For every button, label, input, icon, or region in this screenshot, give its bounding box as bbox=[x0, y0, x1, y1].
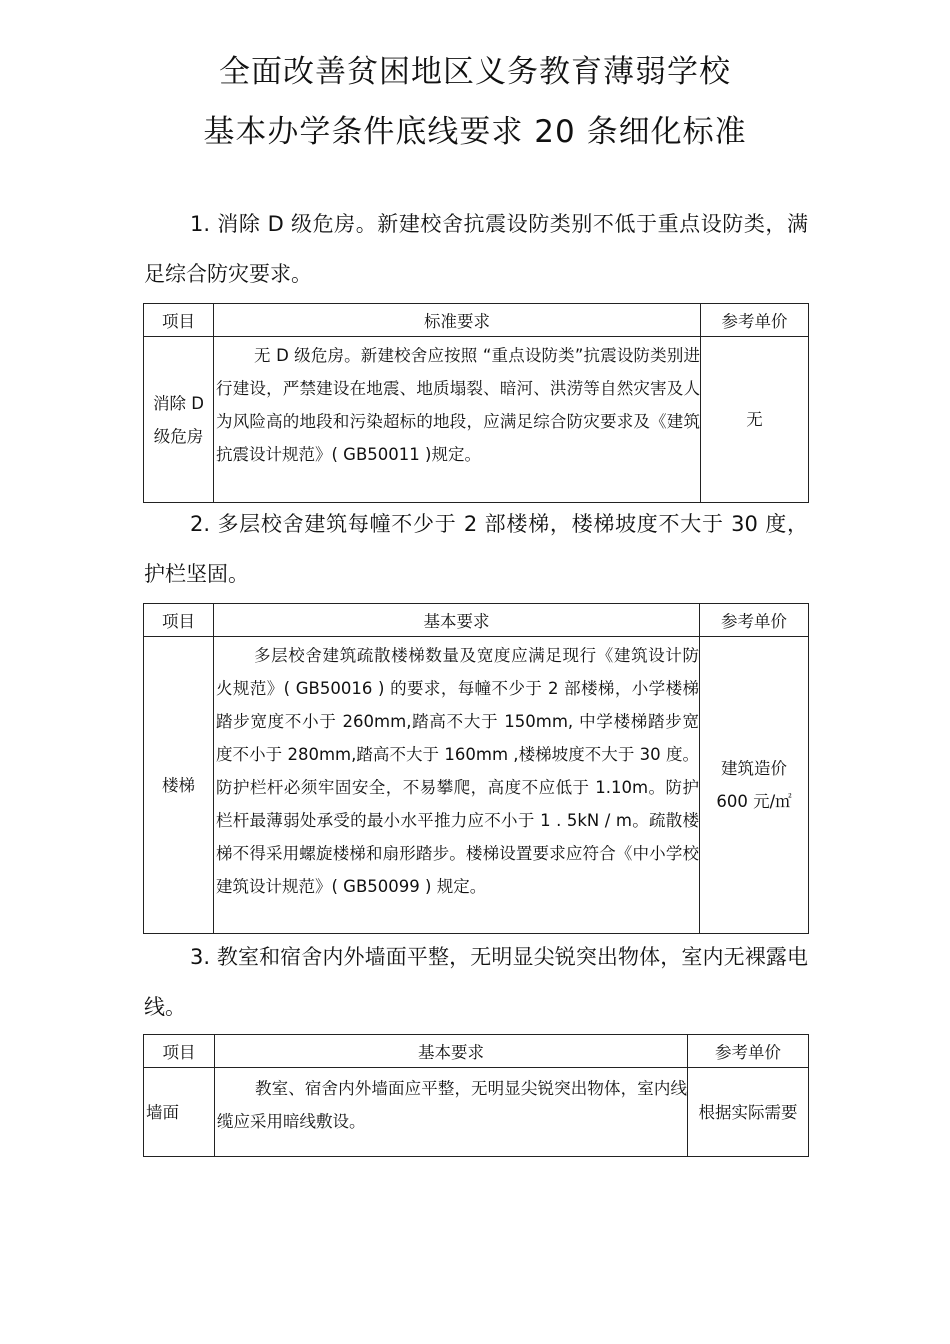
header-requirement: 标准要求 bbox=[214, 304, 701, 337]
item-cell: 楼梯 bbox=[144, 637, 214, 934]
section-3-heading: 3. 教室和宿舍内外墙面平整，无明显尖锐突出物体，室内无裸露电线。 bbox=[144, 945, 808, 1019]
price-cell: 根据实际需要 bbox=[688, 1068, 809, 1157]
header-requirement: 基本要求 bbox=[215, 1035, 688, 1068]
section-3-table bbox=[143, 1034, 809, 1157]
header-price: 参考单价 bbox=[701, 304, 809, 337]
header-price: 参考单价 bbox=[688, 1035, 809, 1068]
document-title-line-1: 全面改善贫困地区义务教育薄弱学校 bbox=[219, 54, 731, 90]
requirement-cell: 教室、宿舍内外墙面应平整，无明显尖锐突出物体，室内线缆应采用暗线敷设。 bbox=[215, 1068, 688, 1157]
section-2-table bbox=[143, 603, 809, 934]
section-1-table bbox=[143, 303, 809, 503]
header-item: 项目 bbox=[144, 604, 214, 637]
table-header-row bbox=[144, 1035, 809, 1068]
section-2-heading: 2. 多层校舍建筑每幢不少于 2 部楼梯，楼梯坡度不大于 30 度，护栏坚固。 bbox=[144, 512, 808, 586]
header-item: 项目 bbox=[144, 1035, 215, 1068]
table-header-row bbox=[144, 304, 809, 337]
requirement-cell: 多层校舍建筑疏散楼梯数量及宽度应满足现行《建筑设计防火规范》( GB50016 ) 的要求，每幢不少于 2 部楼梯，小学楼梯踏步宽度不小于 260mm,踏高不大于 150mm, 中学楼梯踏步宽度不小于 280mm,踏高不大于 160mm ,楼梯坡度不大于 30 度。防护栏杆必须牢固安全，不易攀爬，高度不应低于 1.10m。防护栏杆最薄弱处承受的最小水平推力应不小于 1 . 5kN / m。疏散楼梯不得采用螺旋楼梯和扇形踏步。楼梯设置要求应符合《中小学校建筑设计规范》( GB50099 ) 规定。 bbox=[214, 637, 700, 934]
price-cell: 无 bbox=[701, 337, 809, 503]
table-row bbox=[144, 1068, 809, 1157]
table-row bbox=[144, 637, 809, 934]
header-item: 项目 bbox=[144, 304, 214, 337]
table-header-row bbox=[144, 604, 809, 637]
document-title-line-2: 基本办学条件底线要求 20 条细化标准 bbox=[203, 114, 747, 150]
requirement-cell: 无 D 级危房。新建校舍应按照 “重点设防类”抗震设防类别进行建设，严禁建设在地震、地质塌裂、暗河、洪涝等自然灾害及人为风险高的地段和污染超标的地段，应满足综合防灾要求及《建筑抗震设计规范》( GB50011 )规定。 bbox=[214, 337, 701, 503]
header-requirement: 基本要求 bbox=[214, 604, 700, 637]
item-cell: 消除 D 级危房 bbox=[144, 337, 214, 503]
section-1-heading: 1. 消除 D 级危房。新建校舍抗震设防类别不低于重点设防类，满足综合防灾要求。 bbox=[144, 212, 808, 286]
item-cell: 墙面 bbox=[144, 1068, 215, 1157]
header-price: 参考单价 bbox=[700, 604, 809, 637]
table-row bbox=[144, 337, 809, 503]
price-cell: 建筑造价 600 元/㎡ bbox=[700, 637, 809, 934]
